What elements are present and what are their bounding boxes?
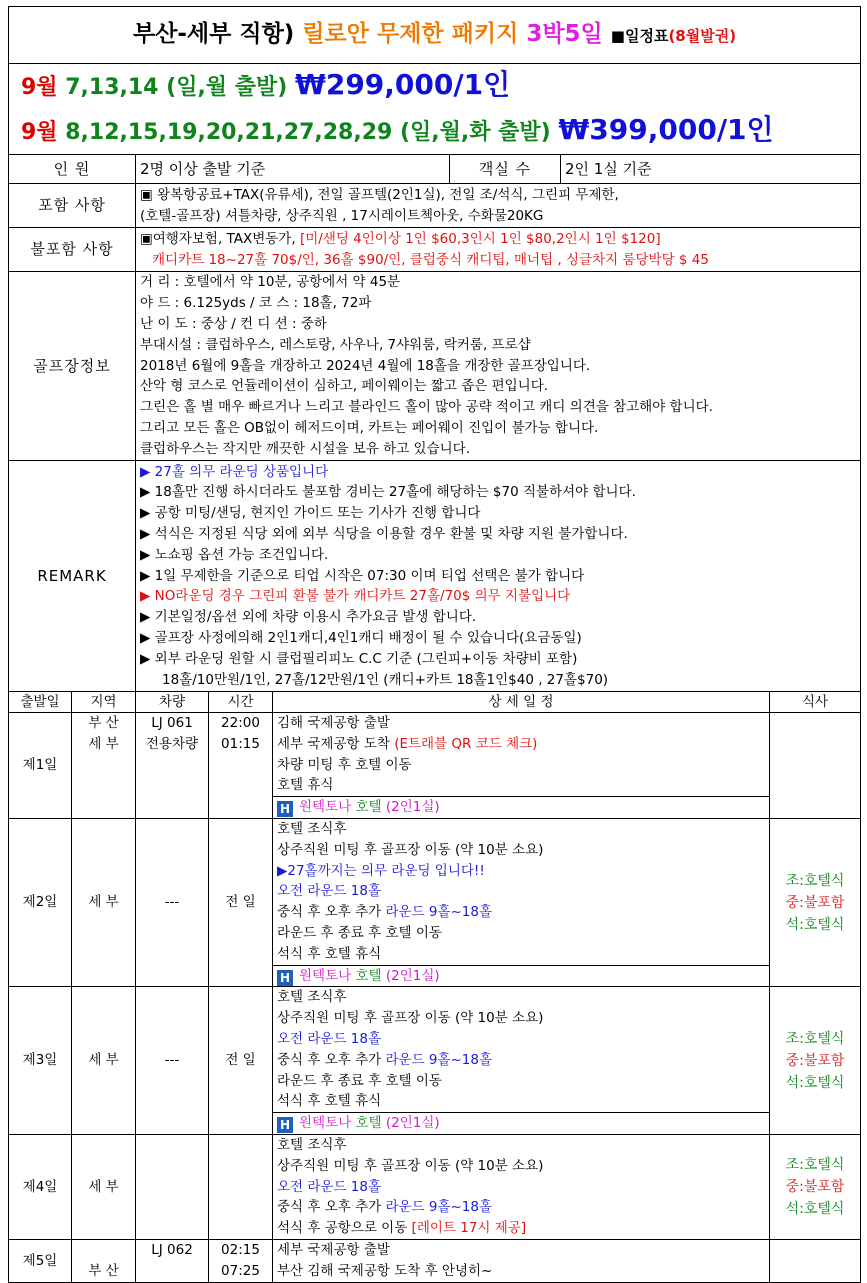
document-title bbox=[9, 7, 861, 64]
remark-line: ▶ 석식은 지정된 식당 외에 외부 식당을 이용할 경우 환불 및 차량 지원 불가합니다. bbox=[140, 526, 628, 542]
golf-line: 그리고 모든 홀은 OB없이 헤저드이며, 카트는 페어웨이 진입이 불가능 합니다. bbox=[140, 419, 599, 436]
itinerary-header-row bbox=[9, 692, 861, 713]
price-block bbox=[9, 64, 861, 155]
remark-line: ▶ 외부 라운딩 원할 시 클럽필리피노 C.C 기준 (그린피+이동 차량비 포함) bbox=[140, 650, 578, 667]
day-4-extra-round: 라운드 9홀~18홀 bbox=[385, 1199, 493, 1216]
day-5-step: 부산 김해 국제공항 도착 후 안녕히~ bbox=[277, 1262, 493, 1279]
remark-line: ▶ 1일 무제한을 기준으로 티업 시작은 07:30 이며 티업 선택은 불가 합니다 bbox=[140, 567, 585, 584]
remark-content bbox=[136, 461, 861, 692]
remark-line: ▶ 기본일정/옵션 외에 차량 이용시 추가요금 발생 합니다. bbox=[140, 609, 477, 626]
included-line-1: ▣ 왕복항공료+TAX(유류세), 전일 골프텔(2인1실), 전일 조/석식, 그린피 무제한, bbox=[140, 186, 619, 203]
excluded-row bbox=[9, 228, 861, 272]
meal-dinner: 석:호텔식 bbox=[785, 916, 845, 933]
day-2-step bbox=[277, 902, 765, 923]
hotel-name: 원텍토나 bbox=[299, 967, 356, 984]
meal-dinner: 석:호텔식 bbox=[785, 1074, 845, 1091]
day-1-label: 제1일 bbox=[9, 713, 72, 819]
day-5-time-1: 02:15 bbox=[221, 1241, 260, 1258]
day-3-step: 상주직원 미팅 후 골프장 이동 (약 10분 소요) bbox=[277, 1010, 544, 1027]
day-2-step: 석식 후 호텔 휴식 bbox=[277, 945, 382, 962]
golf-line: 산악 형 코스로 언듈레이션이 심하고, 페이웨이는 짧고 좁은 편입니다. bbox=[140, 378, 549, 395]
day-4-detail bbox=[273, 1134, 770, 1239]
day-2-label: 제2일 bbox=[9, 818, 72, 986]
hotel-room: (2인1실) bbox=[381, 799, 440, 816]
meal-breakfast: 조:호텔식 bbox=[785, 1156, 845, 1173]
excluded-label: 불포함 사항 bbox=[9, 228, 136, 272]
day-2-detail bbox=[273, 818, 770, 986]
day-5-meal bbox=[770, 1239, 861, 1282]
day-4-lunch: 중식 후 오후 추가 bbox=[277, 1199, 386, 1216]
day-3-hotel bbox=[273, 1112, 769, 1134]
day-2-step: 오전 라운드 18홀 bbox=[277, 883, 382, 900]
remark-line: 18홀/10만원/1인, 27홀/12만원/1인 (캐디+카트 18홀1인$40 , 27홀$70) bbox=[162, 671, 609, 688]
price-2-month: 9월 bbox=[21, 120, 58, 145]
excluded-line-1 bbox=[140, 229, 856, 250]
header-date: 출발일 bbox=[9, 692, 72, 713]
meal-lunch: 중:불포함 bbox=[785, 1052, 845, 1069]
day-5-step: 세부 국제공항 출발 bbox=[277, 1241, 390, 1258]
day-3-detail bbox=[273, 987, 770, 1135]
golf-line: 난 이 도 : 중상 / 컨 디 션 : 중하 bbox=[140, 316, 327, 332]
day-4-step bbox=[277, 1218, 765, 1239]
day-1-hotel bbox=[273, 796, 769, 818]
day-5-vehicle: LJ 062 bbox=[136, 1239, 209, 1282]
day-3-time: 전 일 bbox=[209, 987, 273, 1135]
day-3-step: 호텔 조식후 bbox=[277, 989, 347, 1006]
day-4-transfer: 석식 후 공항으로 이동 bbox=[277, 1220, 412, 1237]
itinerary-table bbox=[8, 6, 861, 1283]
day-4-time bbox=[209, 1134, 273, 1239]
header-meal: 식사 bbox=[770, 692, 861, 713]
remark-label: REMARK bbox=[9, 461, 136, 692]
day-2-hotel bbox=[273, 965, 769, 987]
day-1-flight: LJ 061 bbox=[151, 715, 193, 731]
price-2-dates: 8,12,15,19,20,21,27,28,29 (일,월,화 출발) bbox=[65, 120, 551, 145]
header-vehicle: 차량 bbox=[136, 692, 209, 713]
remark-line: ▶ 노쇼핑 옵션 가능 조건입니다. bbox=[140, 546, 329, 563]
golf-line: 부대시설 : 클럽하우스, 레스토랑, 사우나, 7샤워룸, 락커룸, 프로샵 bbox=[140, 336, 531, 353]
day-1-step: 김해 국제공항 출발 bbox=[277, 715, 390, 731]
day-4-late-checkout: [레이트 17시 제공] bbox=[411, 1220, 527, 1237]
day-3-step: 오전 라운드 18홀 bbox=[277, 1030, 382, 1047]
price-1-amount: ₩299,000/1인 bbox=[294, 68, 511, 101]
day-2-meal bbox=[770, 818, 861, 986]
day-3-step: 석식 후 호텔 휴식 bbox=[277, 1093, 382, 1110]
hotel-room: (2인1실) bbox=[381, 967, 440, 984]
day-4-vehicle bbox=[136, 1134, 209, 1239]
title-package: 릴로안 무제한 패키지 bbox=[302, 20, 519, 47]
golf-line: 거 리 : 호텔에서 약 10분, 공항에서 약 45분 bbox=[140, 274, 401, 291]
excluded-items: ▣여행자보험, TAX변동가, bbox=[140, 230, 300, 247]
golf-info-row bbox=[9, 272, 861, 461]
title-duration: 3박5일 bbox=[526, 20, 603, 47]
golf-info-content bbox=[136, 272, 861, 461]
day-3-vehicle: --- bbox=[136, 987, 209, 1135]
meal-dinner: 석:호텔식 bbox=[785, 1200, 845, 1217]
day-3-meal bbox=[770, 987, 861, 1135]
price-1-month: 9월 bbox=[21, 75, 58, 100]
day-4-region: 세 부 bbox=[72, 1134, 136, 1239]
remark-line: ▶ 공항 미팅/샌딩, 현지인 가이드 또는 기사가 진행 합니다 bbox=[140, 505, 481, 522]
day-1-region bbox=[72, 713, 136, 819]
day-5-time-2: 07:25 bbox=[221, 1262, 260, 1279]
room-value: 2인 1실 기준 bbox=[561, 155, 861, 184]
hotel-h-icon: H bbox=[277, 801, 293, 817]
day-2-step: ▶27홀까지는 의무 라운딩 입니다!! bbox=[277, 862, 485, 879]
day-1-step: 호텔 휴식 bbox=[277, 777, 334, 794]
schedule-note: (8월발권) bbox=[668, 26, 737, 45]
day-2-time: 전 일 bbox=[209, 818, 273, 986]
day-4-meal bbox=[770, 1134, 861, 1239]
excluded-sending-fee: [미/샌딩 4인이상 1인 $60,3인시 1인 $80,2인시 1인 $120] bbox=[299, 230, 661, 247]
price-line-2 bbox=[21, 109, 856, 154]
title-row bbox=[9, 7, 861, 64]
day-1-step bbox=[277, 734, 765, 755]
room-label: 객실 수 bbox=[450, 155, 561, 184]
people-row bbox=[9, 155, 861, 184]
day-1-region-1: 부 산 bbox=[88, 715, 119, 731]
day-2-extra-round: 라운드 9홀~18홀 bbox=[385, 904, 493, 921]
included-label: 포함 사항 bbox=[9, 184, 136, 228]
price-1-dates: 7,13,14 (일,월 출발) bbox=[65, 75, 288, 100]
included-content bbox=[136, 184, 861, 228]
day-3-extra-round: 라운드 9홀~18홀 bbox=[385, 1051, 493, 1068]
day-1-region-2: 세 부 bbox=[88, 735, 119, 752]
travel-itinerary-document bbox=[8, 6, 860, 1283]
schedule-label: ■일정표 bbox=[610, 26, 669, 45]
golf-line: 야 드 : 6.125yds / 코 스 : 18홀, 72파 bbox=[140, 295, 372, 312]
price-2-amount: ₩399,000/1인 bbox=[558, 113, 774, 146]
hotel-name: 원텍토나 bbox=[299, 1115, 356, 1132]
day-1-vehicle bbox=[136, 713, 209, 819]
day-1-qr-note: (E트래블 QR 코드 체크) bbox=[394, 735, 538, 752]
meal-breakfast: 조:호텔식 bbox=[785, 872, 845, 889]
day-2-vehicle: --- bbox=[136, 818, 209, 986]
day-1-meal bbox=[770, 713, 861, 819]
day-1-arrival: 세부 국제공항 도착 bbox=[277, 735, 395, 752]
price-row bbox=[9, 64, 861, 155]
day-3-step bbox=[277, 1050, 765, 1071]
day-1-step: 차량 미팅 후 호텔 이동 bbox=[277, 756, 412, 773]
golf-line: 2018년 6월에 9홀을 개장하고 2024년 4월에 18홀을 개장한 골프장입니다. bbox=[140, 357, 591, 374]
day-2-step: 라운드 후 종료 후 호텔 이동 bbox=[277, 924, 442, 941]
excluded-line-2: 캐디카트 18~27홀 70$/인, 36홀 $90/인, 클럽중식 캐디팁, 매너팁 , 싱글차지 룸당박당 $ 45 bbox=[152, 251, 709, 268]
day-4-step: 호텔 조식후 bbox=[277, 1136, 347, 1153]
day-3-lunch: 중식 후 오후 추가 bbox=[277, 1051, 386, 1068]
day-2-region: 세 부 bbox=[72, 818, 136, 986]
meal-lunch: 중:불포함 bbox=[785, 1178, 845, 1195]
golf-line: 그린은 홀 별 매우 빠르거나 느리고 블라인드 홀이 많아 공략 적이고 캐디 의견을 참고해야 합니다. bbox=[140, 399, 713, 416]
day-2-step: 호텔 조식후 bbox=[277, 820, 347, 837]
remark-row bbox=[9, 461, 861, 692]
hotel-word: 호텔 bbox=[355, 967, 382, 984]
day-1-detail bbox=[273, 713, 770, 819]
day-3-label: 제3일 bbox=[9, 987, 72, 1135]
day-5-region: 부 산 bbox=[72, 1239, 136, 1282]
day-5-label: 제5일 bbox=[9, 1239, 72, 1282]
header-region: 지역 bbox=[72, 692, 136, 713]
day-3-step: 라운드 후 종료 후 호텔 이동 bbox=[277, 1072, 442, 1089]
day-5-detail bbox=[273, 1239, 770, 1282]
people-value: 2명 이상 출발 기준 bbox=[136, 155, 450, 184]
price-line-1 bbox=[21, 64, 856, 109]
day-4-label: 제4일 bbox=[9, 1134, 72, 1239]
remark-line: ▶ 27홀 의무 라운딩 상품입니다 bbox=[140, 463, 329, 480]
day-1-row bbox=[9, 713, 861, 819]
day-4-step bbox=[277, 1197, 765, 1218]
day-3-region: 세 부 bbox=[72, 987, 136, 1135]
day-1-time bbox=[209, 713, 273, 819]
day-1-time-2: 01:15 bbox=[221, 735, 260, 752]
hotel-room: (2인1실) bbox=[381, 1115, 440, 1132]
day-2-lunch: 중식 후 오후 추가 bbox=[277, 904, 386, 921]
hotel-h-icon: H bbox=[277, 1117, 293, 1133]
included-line-2: (호텔-골프장) 셔틀차량, 상주직원 , 17시레이트첵아웃, 수화물20KG bbox=[140, 207, 544, 224]
golf-info-label: 골프장정보 bbox=[9, 272, 136, 461]
day-2-step: 상주직원 미팅 후 골프장 이동 (약 10분 소요) bbox=[277, 841, 544, 858]
hotel-h-icon: H bbox=[277, 970, 293, 986]
hotel-name: 원텍토나 bbox=[299, 799, 356, 816]
header-time: 시간 bbox=[209, 692, 273, 713]
meal-lunch: 중:불포함 bbox=[785, 894, 845, 911]
remark-line: ▶ 골프장 사정에의해 2인1캐디,4인1캐디 배정이 될 수 있습니다(요금동일) bbox=[140, 629, 582, 646]
day-5-time bbox=[209, 1239, 273, 1282]
meal-breakfast: 조:호텔식 bbox=[785, 1030, 845, 1047]
day-3-row bbox=[9, 987, 861, 1135]
people-label: 인 원 bbox=[9, 155, 136, 184]
hotel-word: 호텔 bbox=[355, 1115, 382, 1132]
day-5-row bbox=[9, 1239, 861, 1282]
day-1-transfer: 전용차량 bbox=[145, 735, 199, 752]
remark-line: ▶ NO라운딩 경우 그린피 환불 불가 캐디카트 27홀/70$ 의무 지불입니다 bbox=[140, 588, 571, 605]
day-4-step: 상주직원 미팅 후 골프장 이동 (약 10분 소요) bbox=[277, 1157, 544, 1174]
golf-line: 클럽하우스는 작지만 깨끗한 시설을 보유 하고 있습니다. bbox=[140, 440, 470, 457]
remark-line: ▶ 18홀만 진행 하시더라도 불포함 경비는 27홀에 해당하는 $70 직불하셔야 합니다. bbox=[140, 484, 636, 501]
title-route: 부산-세부 직항) bbox=[132, 20, 295, 47]
included-row bbox=[9, 184, 861, 228]
excluded-content bbox=[136, 228, 861, 272]
day-2-row bbox=[9, 818, 861, 986]
day-4-step: 오전 라운드 18홀 bbox=[277, 1178, 382, 1195]
day-1-time-1: 22:00 bbox=[221, 715, 260, 731]
day-4-row bbox=[9, 1134, 861, 1239]
hotel-word: 호텔 bbox=[355, 799, 382, 816]
header-detail: 상 세 일 정 bbox=[273, 692, 770, 713]
